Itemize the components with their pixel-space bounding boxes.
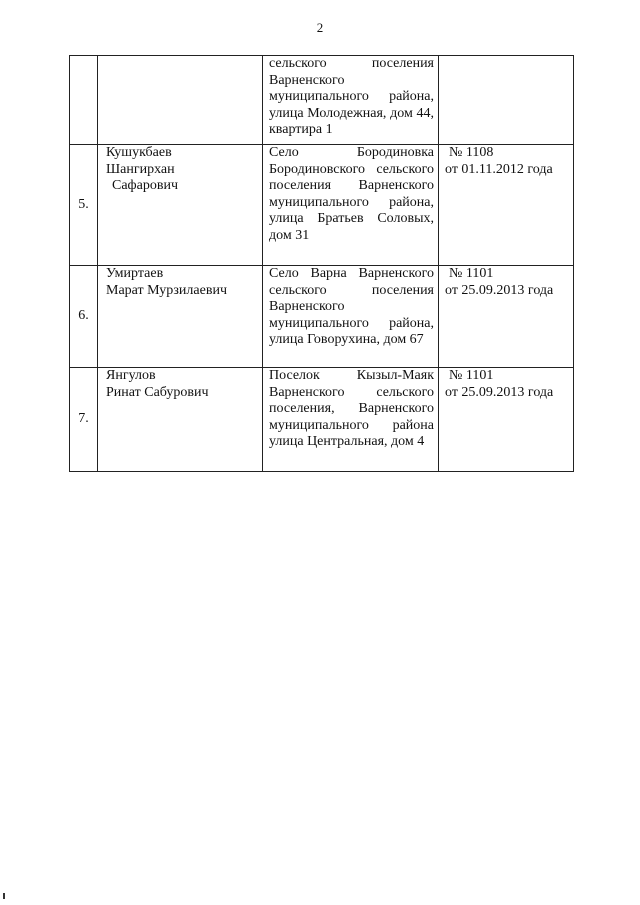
document-date: от 01.11.2012 года (445, 161, 553, 177)
document-number: № 1108 (449, 145, 494, 160)
address-cell: Село Варна Варненского сельского поселения Варненского муниципального района, улица Говорухина, дом 67 (263, 266, 439, 368)
table-row-continuation (70, 56, 574, 145)
address-cell: Поселок Кызыл-Маяк Варненского сельского поселения, Варненского муниципального района улица Центральная, дом 4 (263, 368, 439, 472)
row-number-cell: 7. (70, 368, 98, 472)
table-row (70, 145, 574, 266)
row-number-cell: 5. (70, 145, 98, 266)
page-number: 2 (316, 20, 324, 35)
document-cell (439, 56, 574, 145)
table-row (70, 368, 574, 472)
owner-name-line: Сафарович (112, 178, 178, 193)
document-date: от 25.09.2013 года (445, 384, 554, 400)
owner-name-line: Умиртаев (106, 266, 164, 281)
address-cell: сельского поселения Варненского муниципального района, улица Молодежная, дом 44, квартира 1 (263, 56, 439, 145)
address-cell: Село Бородиновка Бородиновского сельского поселения Варненского муниципального района, улица Братьев Соловых, дом 31 (263, 145, 439, 266)
table-row (70, 266, 574, 368)
document-number: № 1101 (449, 368, 494, 383)
scan-artifact (3, 893, 5, 899)
owner-name-line: Ринат Сабурович (106, 384, 209, 400)
document-number: № 1101 (449, 266, 494, 281)
document-cell (439, 145, 574, 266)
document-cell (439, 266, 574, 368)
owner-name-cell (98, 56, 263, 145)
owner-name-line: Шангирхан (106, 161, 175, 177)
registry-table (69, 55, 574, 472)
document-cell (439, 368, 574, 472)
owner-name-cell (98, 368, 263, 472)
owner-name-cell (98, 266, 263, 368)
row-number-cell: 6. (70, 266, 98, 368)
owner-name-line: Кушукбаев (106, 145, 172, 160)
owner-name-line: Марат Мурзилаевич (106, 282, 227, 298)
owner-name-cell (98, 145, 263, 266)
document-date: от 25.09.2013 года (445, 282, 554, 298)
row-number-cell (70, 56, 98, 145)
owner-name-line: Янгулов (106, 368, 156, 383)
